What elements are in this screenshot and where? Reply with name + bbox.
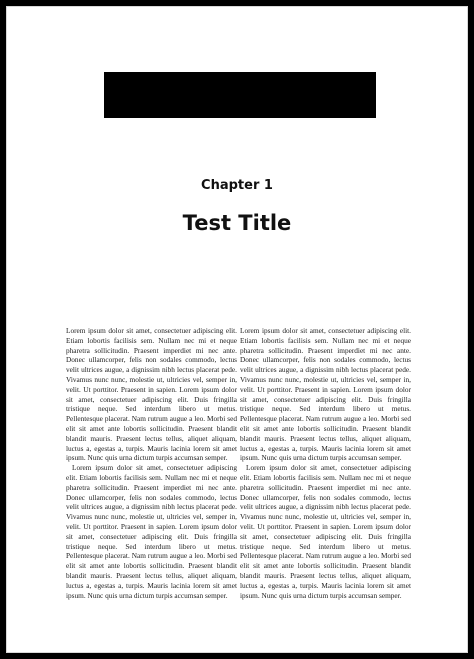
document-page xyxy=(6,6,468,653)
body-paragraph: Lorem ipsum dolor sit amet, consectetuer adipiscing elit. Etiam lobortis facilisis sem. Nullam nec mi et neque pharetra sollicitudin. Praesent imperdiet mi nec ante. Donec ullamcorper, felis non sodales commodo, lectus velit ultrices augue, a dignissim nibh lectus placerat pede. Vivamus nunc nunc, molestie ut, ultricies vel, semper in, velit. Ut porttitor. Praesent in sapien. Lorem ipsum dolor sit amet, consectetuer adipiscing elit. Duis fringilla tristique neque. Sed interdum libero ut metus. Pellentesque placerat. Nam rutrum augue a leo. Morbi sed elit sit amet ante lobortis sollicitudin. Praesent blandit blandit mauris. Praesent lectus tellus, aliquet aliquam, luctus a, egestas a, turpis. Mauris lacinia lorem sit amet ipsum. Nunc quis urna dictum turpis accumsan semper. xyxy=(240,463,411,600)
text-column-right xyxy=(240,326,411,600)
text-column-left xyxy=(66,326,237,600)
body-paragraph: Lorem ipsum dolor sit amet, consectetuer adipiscing elit. Etiam lobortis facilisis sem. Nullam nec mi et neque pharetra sollicitudin. Praesent imperdiet mi nec ante. Donec ullamcorper, felis non sodales commodo, lectus velit ultrices augue, a dignissim nibh lectus placerat pede. Vivamus nunc nunc, molestie ut, ultricies vel, semper in, velit. Ut porttitor. Praesent in sapien. Lorem ipsum dolor sit amet, consectetuer adipiscing elit. Duis fringilla tristique neque. Sed interdum libero ut metus. Pellentesque placerat. Nam rutrum augue a leo. Morbi sed elit sit amet ante lobortis sollicitudin. Praesent blandit blandit mauris. Praesent lectus tellus, aliquet aliquam, luctus a, egestas a, turpis. Mauris lacinia lorem sit amet ipsum. Nunc quis urna dictum turpis accumsan semper. xyxy=(66,326,237,463)
redaction-block xyxy=(104,72,376,118)
body-paragraph: Lorem ipsum dolor sit amet, consectetuer adipiscing elit. Etiam lobortis facilisis sem. Nullam nec mi et neque pharetra sollicitudin. Praesent imperdiet mi nec ante. Donec ullamcorper, felis non sodales commodo, lectus velit ultrices augue, a dignissim nibh lectus placerat pede. Vivamus nunc nunc, molestie ut, ultricies vel, semper in, velit. Ut porttitor. Praesent in sapien. Lorem ipsum dolor sit amet, consectetuer adipiscing elit. Duis fringilla tristique neque. Sed interdum libero ut metus. Pellentesque placerat. Nam rutrum augue a leo. Morbi sed elit sit amet ante lobortis sollicitudin. Praesent blandit blandit mauris. Praesent lectus tellus, aliquet aliquam, luctus a, egestas a, turpis. Mauris lacinia lorem sit amet ipsum. Nunc quis urna dictum turpis accumsan semper. xyxy=(66,463,237,600)
chapter-label: Chapter 1 xyxy=(201,178,273,193)
body-paragraph: Lorem ipsum dolor sit amet, consectetuer adipiscing elit. Etiam lobortis facilisis sem. Nullam nec mi et neque pharetra sollicitudin. Praesent imperdiet mi nec ante. Donec ullamcorper, felis non sodales commodo, lectus velit ultrices augue, a dignissim nibh lectus placerat pede. Vivamus nunc nunc, molestie ut, ultricies vel, semper in, velit. Ut porttitor. Praesent in sapien. Lorem ipsum dolor sit amet, consectetuer adipiscing elit. Duis fringilla tristique neque. Sed interdum libero ut metus. Pellentesque placerat. Nam rutrum augue a leo. Morbi sed elit sit amet ante lobortis sollicitudin. Praesent blandit blandit mauris. Praesent lectus tellus, aliquet aliquam, luctus a, egestas a, turpis. Mauris lacinia lorem sit amet ipsum. Nunc quis urna dictum turpis accumsan semper. xyxy=(240,326,411,463)
chapter-title: Test Title xyxy=(182,211,292,235)
